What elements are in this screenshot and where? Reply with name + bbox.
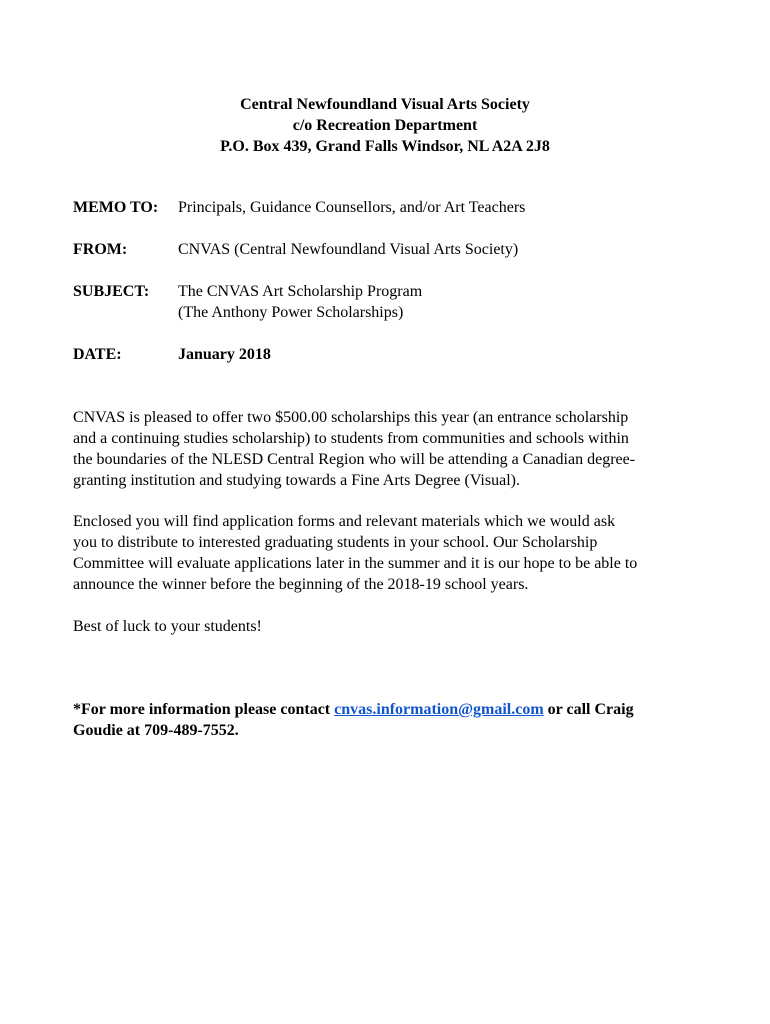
paragraph-line: Enclosed you will find application forms and relevant materials which we would ask [73,513,616,530]
paragraph-line: you to distribute to interested graduating students in your school. Our Scholarship [73,534,598,551]
memo-to-value: Principals, Guidance Counsellors, and/or Art Teachers [178,199,526,216]
letterhead [0,94,770,157]
memo-date-value: January 2018 [178,346,271,363]
body-paragraph-3 [73,616,703,637]
memo-subject-label: SUBJECT: [73,283,150,300]
organization-name: Central Newfoundland Visual Arts Society [240,96,530,113]
body-paragraph-1 [73,407,703,491]
memo-subject-line2: (The Anthony Power Scholarships) [178,304,404,321]
email-link[interactable]: cnvas.information@gmail.com [334,701,544,718]
closing-line: Best of luck to your students! [73,618,262,635]
contact-prefix: *For more information please contact [73,701,335,718]
paragraph-line: and a continuing studies scholarship) to students from communities and schools within [73,430,629,447]
paragraph-line: Committee will evaluate applications later in the summer and it is our hope to be able to [73,555,638,572]
memo-date-label: DATE: [73,346,122,363]
memo-from-label: FROM: [73,241,128,258]
paragraph-line: CNVAS is pleased to offer two $500.00 scholarships this year (an entrance scholarship [73,409,629,426]
memo-to-label: MEMO TO: [73,199,159,216]
contact-info [73,699,713,741]
contact-line-1 [73,699,713,720]
organization-care-of: c/o Recreation Department [292,117,478,134]
memo-from-value: CNVAS (Central Newfoundland Visual Arts Society) [178,241,519,258]
body-paragraph-2 [73,511,703,595]
memo-subject-value [178,281,422,323]
memo-subject-line1: The CNVAS Art Scholarship Program [178,283,423,300]
contact-line-2: Goudie at 709-489-7552. [73,722,239,739]
paragraph-line: announce the winner before the beginning of the 2018-19 school years. [73,576,529,593]
paragraph-line: granting institution and studying towards a Fine Arts Degree (Visual). [73,472,520,489]
organization-address: P.O. Box 439, Grand Falls Windsor, NL A2A 2J8 [220,138,550,155]
contact-suffix: or call Craig [543,701,634,718]
paragraph-line: the boundaries of the NLESD Central Region who will be attending a Canadian degree- [73,451,636,468]
